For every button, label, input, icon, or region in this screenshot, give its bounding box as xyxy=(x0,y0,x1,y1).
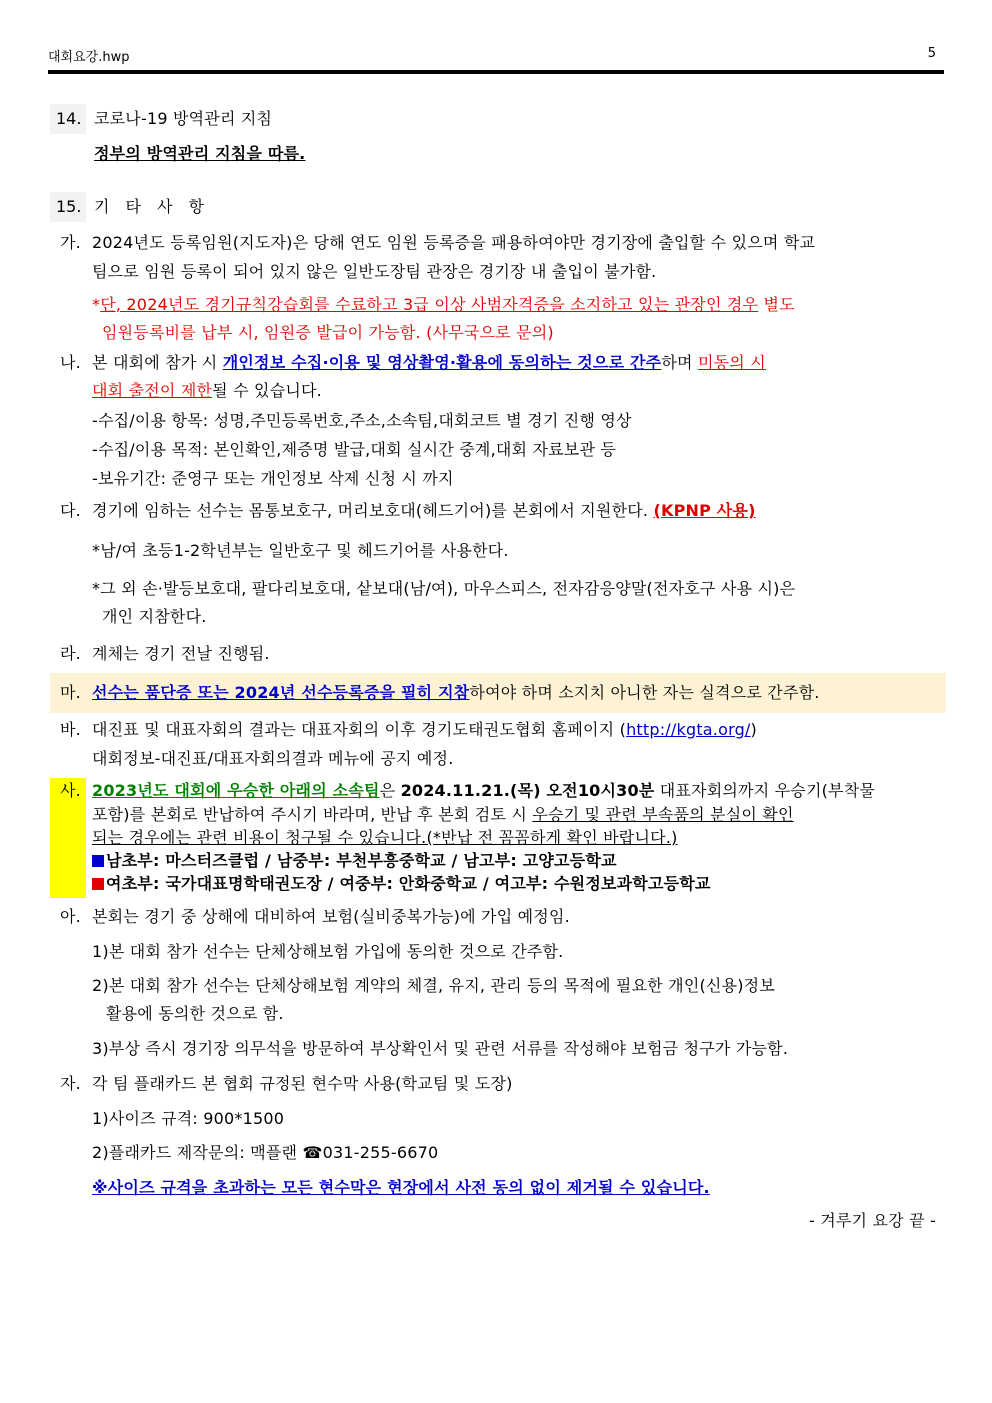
text: 경기에 임하는 선수는 몸통보호구, 머리보호대(헤드기어)를 본회에서 지원한다. xyxy=(92,501,654,520)
item-da-note3: 개인 지참한다. xyxy=(102,607,207,626)
item-da-mark: 다. xyxy=(60,501,81,520)
header-rule xyxy=(48,70,944,74)
consent-text: 개인정보 수집·이용 및 영상촬영·활용에 동의하는 것으로 간주 xyxy=(222,353,662,372)
item-na-mark: 나. xyxy=(60,353,81,372)
item-ga-line2: 팀으로 임원 등록이 되어 있지 않은 일반도장팀 관장은 경기장 내 출입이 불가함. xyxy=(92,262,657,281)
item-ah-i3: 3)부상 즉시 경기장 의무석을 방문하여 부상확인서 및 관련 서류를 작성해야 보험금 청구가 가능함. xyxy=(92,1039,789,1058)
item-ja-mark: 자. xyxy=(60,1074,81,1093)
item-ja-text: 각 팀 플래카드 본 협회 규정된 현수막 사용(학교팀 및 도장) xyxy=(92,1074,513,1093)
item-ja-i1: 1)사이즈 규격: 900*1500 xyxy=(92,1109,285,1128)
item-ma-mark: 마. xyxy=(60,683,81,702)
item-sa-line3: 되는 경우에는 관련 비용이 청구될 수 있습니다.(*반납 전 꼼꼼하게 확인 바랍니다.) xyxy=(92,828,678,847)
item-sa-line1 xyxy=(92,780,875,802)
item-na-detail2: -수집/이용 목적: 본인확인,제증명 발급,대회 실시간 중계,대회 자료보관 등 xyxy=(92,440,617,459)
item-ba-line1 xyxy=(92,719,757,741)
red-square-icon xyxy=(92,878,104,890)
text: 하여야 하며 소지치 아니한 자는 실격으로 간주함. xyxy=(469,683,820,702)
item-ba-mark: 바. xyxy=(60,720,81,739)
item-da-line xyxy=(92,500,756,522)
item-ah-i1: 1)본 대회 참가 선수는 단체상해보험 가입에 동의한 것으로 간주함. xyxy=(92,942,564,961)
item-na-detail1: -수집/이용 항목: 성명,주민등록번호,주소,소속팀,대회코트 별 경기 진행 영상 xyxy=(92,411,632,430)
homepage-link[interactable]: http://kgta.org/ xyxy=(626,720,751,739)
item-na-detail3: -보유기간: 준영구 또는 개인정보 삭제 신청 시 까지 xyxy=(92,469,454,488)
item-na-line2 xyxy=(92,380,322,402)
text: 본 대회에 참가 시 xyxy=(92,353,223,372)
text: 남초부: 마스터즈클럽 / 남중부: 부천부흥중학교 / 남고부: 고양고등학교 xyxy=(106,851,617,870)
text: 대표자회의까지 우승기(부착물 xyxy=(654,781,876,800)
non-consent-text: 미동의 시 xyxy=(697,353,766,372)
page-header xyxy=(48,46,944,66)
note-star: * xyxy=(92,295,101,314)
header-page-number: 5 xyxy=(927,46,936,61)
item-ah-i2b: 활용에 동의한 것으로 함. xyxy=(106,1004,284,1023)
end-of-document: - 겨루기 요강 끝 - xyxy=(808,1211,936,1230)
item-ga-line1: 2024년도 등록임원(지도자)은 당해 연도 임원 등록증을 패용하여야만 경기장에 출입할 수 있으며 학교 xyxy=(92,233,816,252)
item-ma-text xyxy=(92,682,820,704)
text: 은 xyxy=(379,781,401,800)
required-document-text: 선수는 품단증 또는 2024년 선수등록증을 필히 지참 xyxy=(92,683,470,702)
item-da-note1: *남/여 초등1-2학년부는 일반호구 및 헤드기어를 사용한다. xyxy=(92,541,509,560)
section-number-15: 15. xyxy=(50,192,86,222)
item-ah-mark: 아. xyxy=(60,907,81,926)
note-end: 별도 xyxy=(758,295,795,314)
note-underlined: 단, 2024년도 경기규칙강습회를 수료하고 3급 이상 사범자격증을 소지하고 있는 관장인 경우 xyxy=(100,295,759,314)
text: 대진표 및 대표자회의 결과는 대표자회의 이후 경기도태권도협회 홈페이지 ( xyxy=(92,720,627,739)
section-14-body: 정부의 방역관리 지침을 따름. xyxy=(94,144,306,163)
text: 하며 xyxy=(661,353,698,372)
item-ga-mark: 가. xyxy=(60,233,81,252)
item-ah-text: 본회는 경기 중 상해에 대비하여 보험(실비중복가능)에 가입 예정임. xyxy=(92,907,570,926)
restriction-text: 대회 출전이 제한 xyxy=(92,381,213,400)
blue-square-icon xyxy=(92,855,104,867)
item-da-note2: *그 외 손·발등보호대, 팔다리보호대, 샅보대(남/여), 마우스피스, 전자감응양말(전자호구 사용 시)은 xyxy=(92,579,796,598)
item-ja-i2: 2)플래카드 제작문의: 맥플랜 ☎031-255-6670 xyxy=(92,1143,439,1162)
return-deadline: 2024.11.21.(목) 오전10시30분 xyxy=(400,781,655,800)
section-number-14: 14. xyxy=(50,104,86,134)
boys-winners xyxy=(92,850,617,872)
item-ga-note1 xyxy=(92,294,795,316)
kpnp-note: (KPNP 사용) xyxy=(653,501,756,520)
item-na-line1 xyxy=(92,352,766,374)
item-ga-note2: 임원등록비를 납부 시, 임원증 발급이 가능함. (사무국으로 문의) xyxy=(102,323,554,342)
text: 여초부: 국가대표명학태권도장 / 여중부: 안화중학교 / 여고부: 수원정보과학고등학교 xyxy=(106,874,711,893)
text: ) xyxy=(750,720,757,739)
loss-warning-text: 우승기 및 관련 부속품의 분실이 확인 xyxy=(532,805,794,824)
section-15-title: 기 타 사 항 xyxy=(94,197,205,216)
girls-winners xyxy=(92,873,711,895)
winning-team-text: 2023년도 대회에 우승한 아래의 소속팀 xyxy=(92,781,380,800)
header-filename: 대회요강.hwp xyxy=(48,50,130,65)
item-sa-mark: 사. xyxy=(60,781,81,800)
banner-size-warning: ※사이즈 규격을 초과하는 모든 현수막은 현장에서 사전 동의 없이 제거될 수 있습니다. xyxy=(92,1178,710,1197)
item-sa-line2 xyxy=(92,804,794,826)
item-ah-i2a: 2)본 대회 참가 선수는 단체상해보험 계약의 체결, 유지, 관리 등의 목적에 필요한 개인(신용)정보 xyxy=(92,976,775,995)
item-ra-mark: 라. xyxy=(60,644,81,663)
section-14-title: 코로나-19 방역관리 지침 xyxy=(94,109,273,128)
text: 될 수 있습니다. xyxy=(212,381,322,400)
item-ra-text: 계체는 경기 전날 진행됨. xyxy=(92,644,270,663)
text: 포함)를 본회로 반납하여 주시기 바라며, 반납 후 본회 검토 시 xyxy=(92,805,533,824)
item-ba-line2: 대회정보-대진표/대표자회의결과 메뉴에 공지 예정. xyxy=(92,749,454,768)
